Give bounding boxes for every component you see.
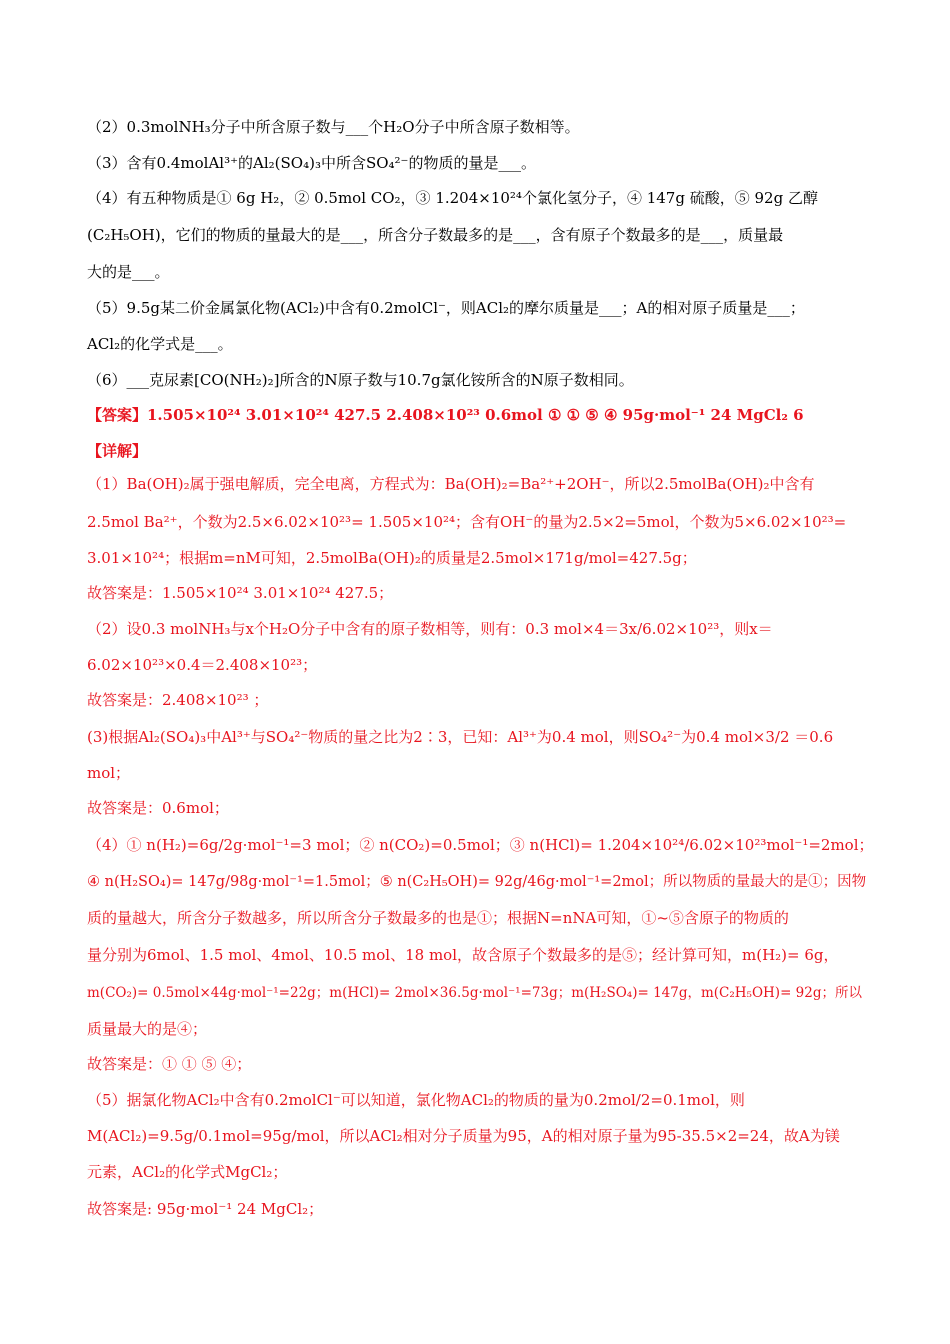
explanation-5-answer: 故答案是: 95g·mol⁻¹ 24 MgCl₂； [87, 1200, 324, 1218]
question-4-line-3: 大的是___。 [87, 263, 170, 281]
explanation-1-line-1: （1）Ba(OH)₂属于强电解质，完全电离，方程式为：Ba(OH)₂=Ba²⁺+2OH⁻，所以2.5molBa(OH)₂中含有 [87, 475, 815, 493]
question-3: （3）含有0.4molAl³⁺的Al₂(SO₄)₃中所含SO₄²⁻的物质的量是___。 [87, 154, 536, 172]
question-5-line-1: （5）9.5g某二价金属氯化物(ACl₂)中含有0.2molCl⁻，则ACl₂的摩尔质量是___；A的相对原子质量是___； [87, 299, 805, 317]
explanation-4-line-6: 质量最大的是④； [87, 1020, 208, 1038]
explanation-3-line-2: mol； [87, 764, 131, 782]
explanation-4-line-1: （4）① n(H₂)=6g/2g·mol⁻¹=3 mol；② n(CO₂)=0.5mol；③ n(HCl)= 1.204×10²⁴/6.02×10²³mol⁻¹=2mol； [87, 836, 874, 854]
explanation-3-answer: 故答案是：0.6mol； [87, 799, 229, 817]
explanation-2-line-1: （2）设0.3 molNH₃与x个H₂O分子中含有的原子数相等，则有：0.3 mol×4＝3x/6.02×10²³，则x＝ [87, 620, 773, 638]
explanation-2-answer: 故答案是：2.408×10²³ ； [87, 691, 269, 709]
explanation-5-line-1: （5）据氯化物ACl₂中含有0.2molCl⁻可以知道，氯化物ACl₂的物质的量为0.2mol/2=0.1mol，则 [87, 1091, 745, 1109]
explanation-1-answer: 故答案是：1.505×10²⁴ 3.01×10²⁴ 427.5； [87, 584, 394, 602]
explanation-5-line-3: 元素，ACl₂的化学式MgCl₂； [87, 1163, 288, 1181]
explanation-4-line-5: m(CO₂)= 0.5mol×44g·mol⁻¹=22g；m(HCl)= 2mol×36.5g·mol⁻¹=73g；m(H₂SO₄)= 147g，m(C₂H₅OH)= 92g；所以 [87, 985, 862, 1001]
question-2: （2）0.3molNH₃分子中所含原子数与___个H₂O分子中所含原子数相等。 [87, 118, 580, 136]
question-4-line-2: (C₂H₅OH)，它们的物质的量最大的是___，所含分子数最多的是___，含有原子个数最多的是___，质量最 [87, 226, 784, 244]
explanation-1-line-2: 2.5mol Ba²⁺，个数为2.5×6.02×10²³= 1.505×10²⁴；含有OH⁻的量为2.5×2=5mol，个数为5×6.02×10²³= [87, 513, 847, 531]
explanation-3-line-1: (3)根据Al₂(SO₄)₃中Al³⁺与SO₄²⁻物质的量之比为2∶3，已知：Al³⁺为0.4 mol，则SO₄²⁻为0.4 mol×3/2 ＝0.6 [87, 728, 834, 746]
explanation-4-answer: 故答案是：① ① ⑤ ④； [87, 1055, 252, 1073]
explanation-heading: 【详解】 [87, 442, 148, 460]
explanation-4-line-2: ④ n(H₂SO₄)= 147g/98g·mol⁻¹=1.5mol；⑤ n(C₂H₅OH)= 92g/46g·mol⁻¹=2mol；所以物质的量最大的是①；因物 [87, 874, 867, 890]
explanation-5-line-2: M(ACl₂)=9.5g/0.1mol=95g/mol，所以ACl₂相对分子质量为95，A的相对原子量为95-35.5×2=24，故A为镁 [87, 1127, 840, 1145]
explanation-4-line-4: 量分别为6mol、1.5 mol、4mol、10.5 mol、18 mol，故含原子个数最多的是⑤；经计算可知，m(H₂)= 6g， [87, 946, 839, 964]
explanation-1-line-3: 3.01×10²⁴；根据m=nM可知，2.5molBa(OH)₂的质量是2.5mol×171g/mol=427.5g； [87, 549, 697, 567]
answer-line: 【答案】1.505×10²⁴ 3.01×10²⁴ 427.5 2.408×10²³ 0.6mol ① ① ⑤ ④ 95g·mol⁻¹ 24 MgCl₂ 6 [87, 406, 804, 424]
explanation-2-line-2: 6.02×10²³×0.4＝2.408×10²³； [87, 656, 318, 674]
question-4-line-1: （4）有五种物质是① 6g H₂，② 0.5mol CO₂，③ 1.204×10²⁴个氯化氢分子，④ 147g 硫酸，⑤ 92g 乙醇 [87, 189, 818, 207]
question-5-line-2: ACl₂的化学式是___。 [87, 335, 233, 353]
explanation-4-line-3: 质的量越大，所含分子数越多，所以所含分子数最多的也是①；根据N=nNA可知，①~⑤含原子的物质的 [87, 909, 789, 927]
question-6: （6）___克尿素[CO(NH₂)₂]所含的N原子数与10.7g氯化铵所含的N原子数相同。 [87, 371, 634, 389]
